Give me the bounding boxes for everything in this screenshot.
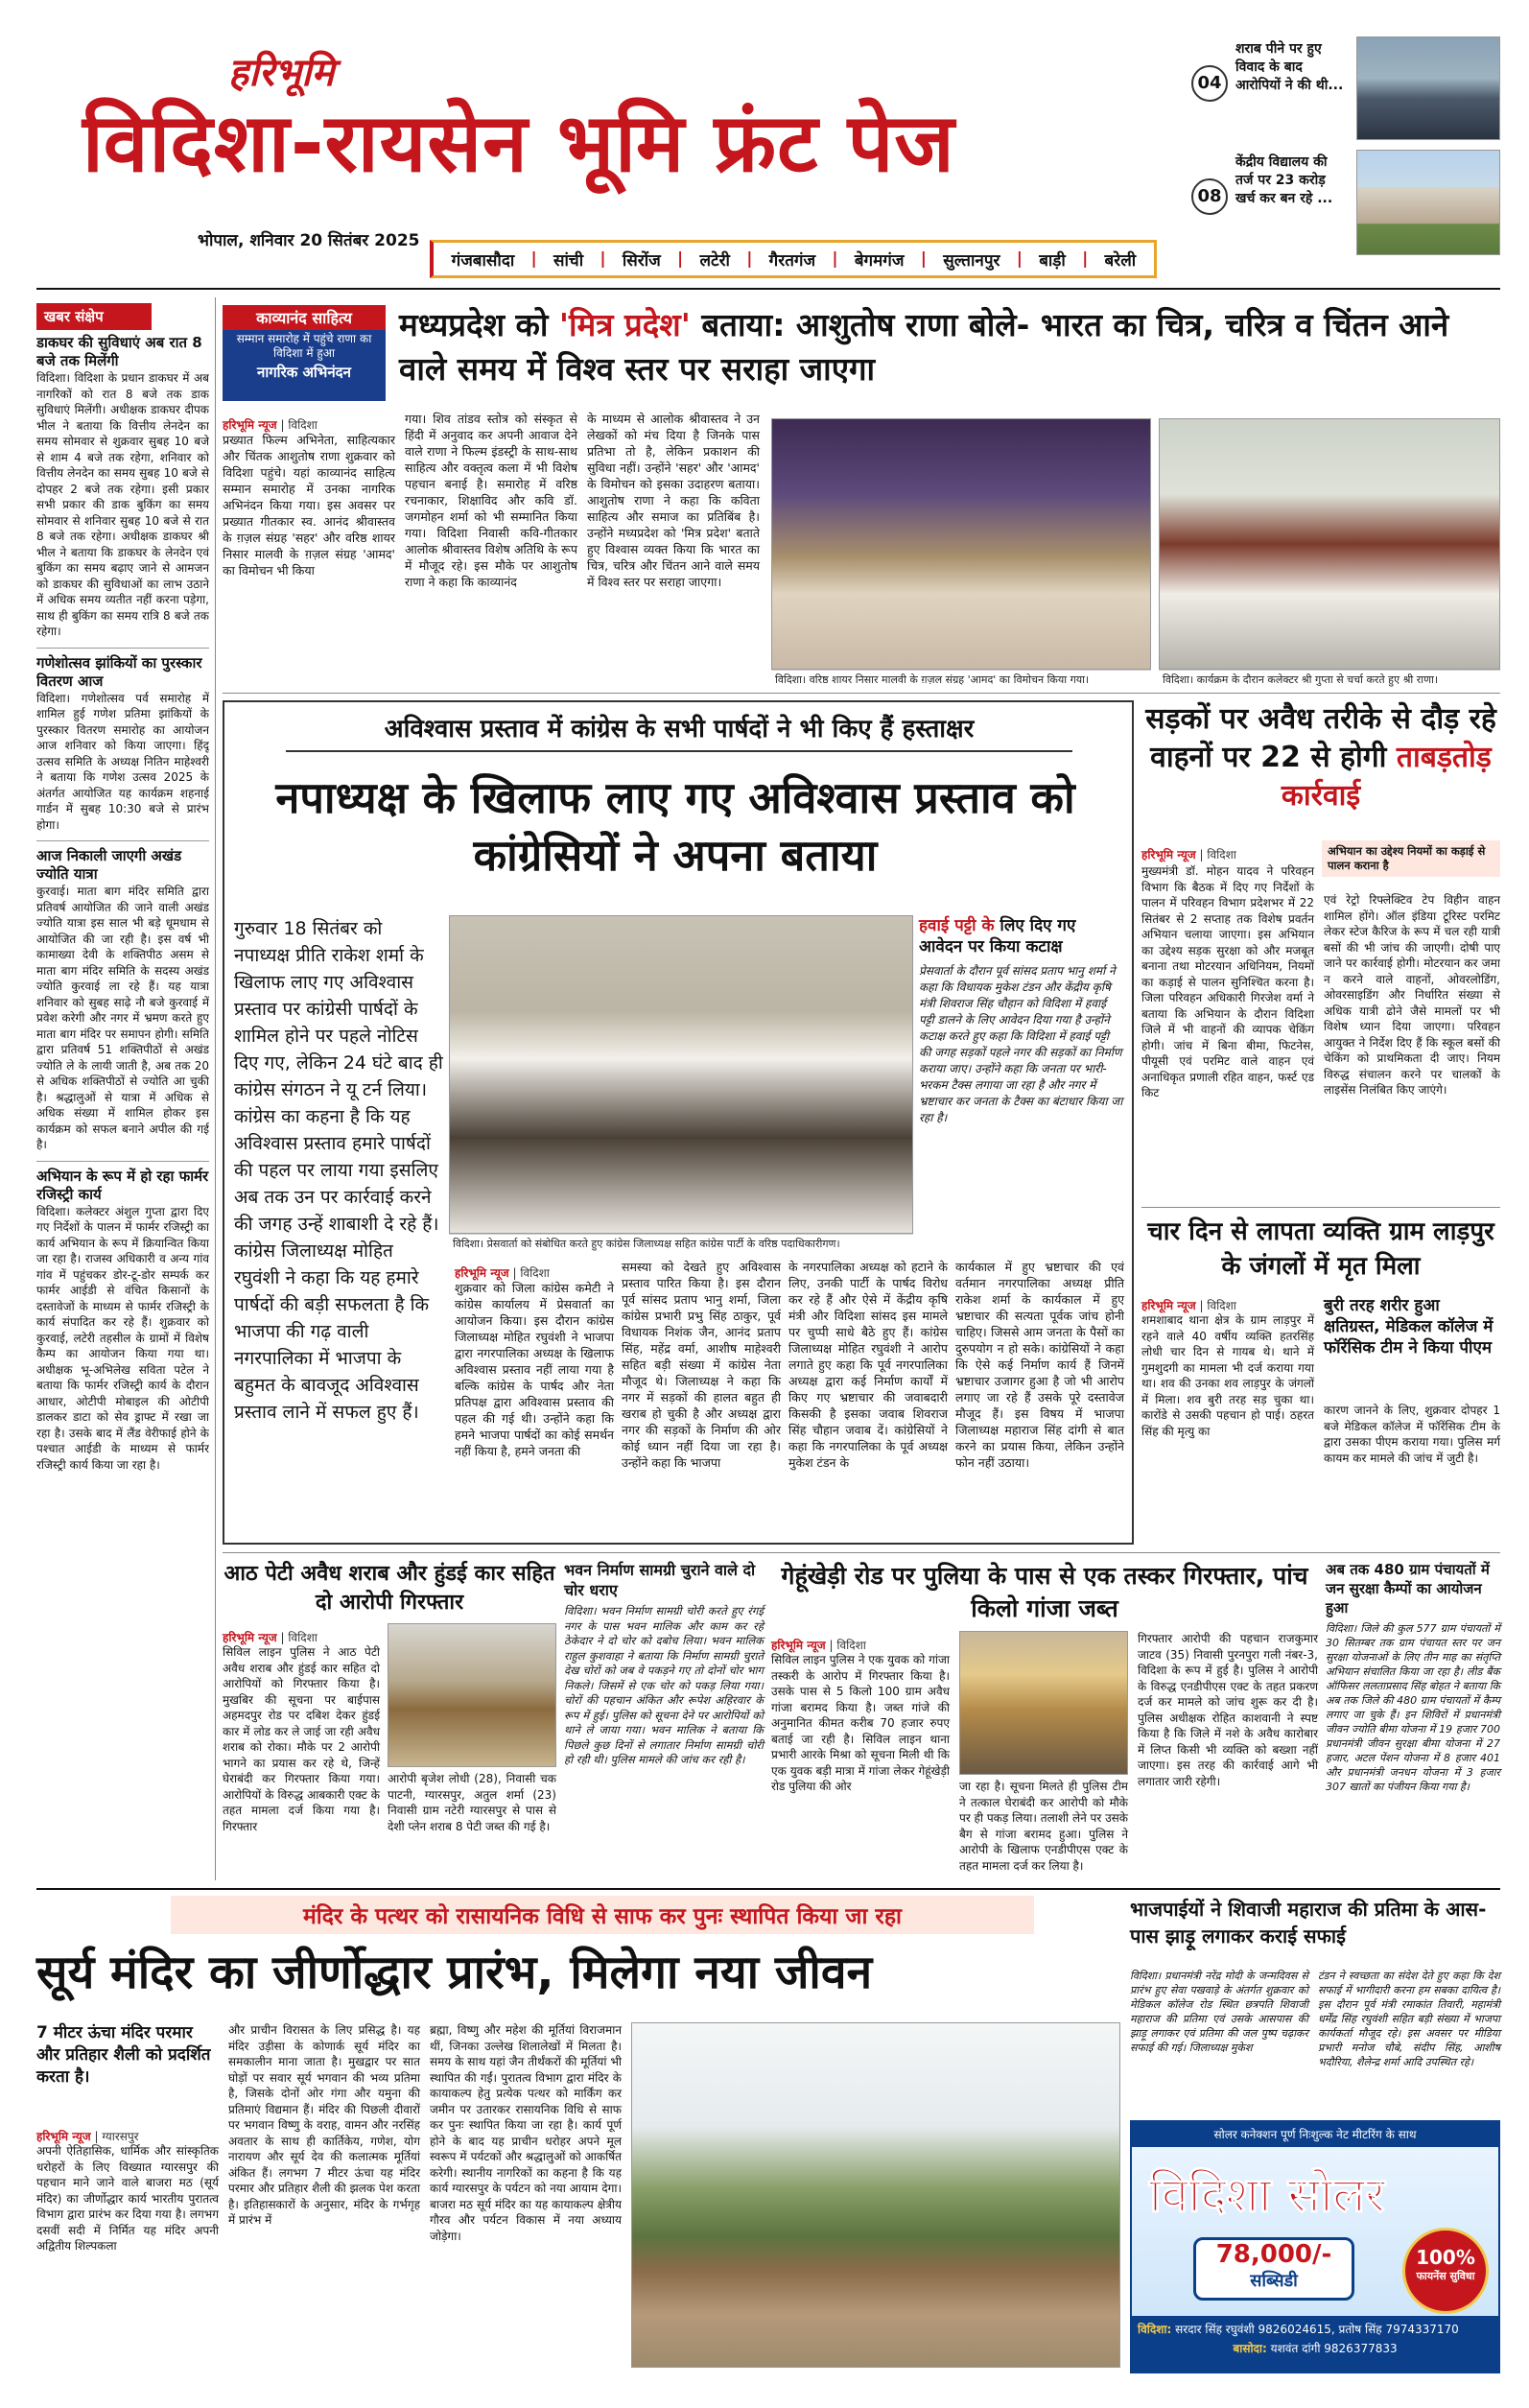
finance-badge	[1402, 2228, 1489, 2314]
teaser-2[interactable]	[1191, 150, 1500, 255]
body-column: शुक्रवार को जिला कांग्रेस कमेटी ने कांग्रेस कार्यालय में प्रेसवार्ता का आयोजन किया। इस दौरान कांग्रेस जिलाध्यक्ष मोहित रघुवंशी ने भाजपा द्वारा नगरपालिका अध्यक्ष के खिलाफ अविश्वास प्रस्ताव नहीं लाया गया है बल्कि कांग्रेस के पार्षद और नेता प्रतिपक्ष द्वारा अविश्वास प्रस्ताव की पहल की गई थी। उन्होंने कहा कि हमने भाजपा पार्षदों का कोई समर्थन नहीं किया है, हमने जनता की	[455, 1281, 614, 1458]
brief-title: अभियान के रूप में हो रहा फार्मर रजिस्ट्री कार्य	[36, 1167, 209, 1203]
badge-line: नागरिक अभिनंदन	[257, 364, 351, 381]
body-column: के माध्यम से आलोक श्रीवास्तव ने उन लेखकों को मंच दिया है जिनके पास प्रतिभा तो है, लेकिन प्रकाशन की सुविधा नहीं। उन्होंने 'सहर' और 'आमद' के विमोचन को इसका उदाहरण बताया। आशुतोष राणा ने कहा कि कविता साहित्य और समाज का प्रतिबिंब है। उन्होंने मध्यप्रदेश को 'मित्र प्रदेश' बताते हुए विश्वास व्यक्त किया कि भारत का चित्र, चरित्र और चिंतन आने वाले समय में विश्व स्तर पर सराहा जाएगा।	[587, 412, 760, 589]
headline: सूर्य मंदिर का जीर्णोद्धार प्रारंभ, मिलेगा नया जीवन	[36, 1946, 873, 1999]
brief-title: गणेशोत्सव झांकियों का पुरस्कार वितरण आज	[36, 653, 202, 690]
side-head: हवाई पट्टी के लिए दिए गए आवेदन पर किया कटाक्ष	[919, 916, 1076, 956]
town-bar: गंजबासौदा | सांची | सिरोंज | लटेरी | गैरतगंज | बेगमगंज | सुल्तानपुर | बाड़ी | बरेली	[430, 240, 1157, 278]
headline: चार दिन से लापता व्यक्ति ग्राम लाड़पुर के जंगलों में मृत मिला	[1147, 1217, 1494, 1281]
story-sun-temple[interactable]	[36, 1896, 1120, 2408]
ad-brand: विदिशा सोलर	[1149, 2167, 1385, 2223]
brief-body: विदिशा। विदिशा के प्रधान डाकघर में अब नागरिकों को रात 8 बजे तक डाक सुविधाएं मिलेंगी। अधीक्षक डाकघर दीपक भील ने बताया कि वित्तीय लेनदेन का समय सोमवार से शुक्रवार सुबह 10 बजे से शाम 4 बजे तक रहेगा, शनिवार को वित्तीय लेनदेन का समय सुबह 10 बजे से दोपहर 2 बजे तक रहेगा। इसी प्रकार सभी प्रकार की डाक बुकिंग का समय सोमवार से शनिवार सुबह 10 बजे से रात 8 बजे तक रहेगा। अधीक्षक डाकघर श्री भील ने बताया कि डाकघर के लेनदेन एवं बुकिंग का समय बढ़ाए जाने से आमजन को डाकघर की सुविधाओं का लाभ उठाने में अधिक समय व्यतीत नहीं करना पड़ेगा, साथ ही बुकिंग का समय रात्रि 8 बजे तक रहेगा।	[36, 371, 209, 638]
contact-line: बासोदा: यशवंत दांगी 9826377833	[1233, 2342, 1398, 2355]
page-title: विदिशा-रायसेन भूमि फ्रंट पेज	[82, 96, 955, 190]
body-column: समस्या को देखते हुए अविश्वास प्रस्ताव पारित किया है। इस दौरान पूर्व सांसद प्रताप भानु शर्मा, जिला कांग्रेस प्रभारी प्रभु सिंह ठाकुर, पूर्व विधायक निशंक जैन, आनंद प्रताप सिंह, महेंद्र वर्मा, आशीष माहेश्वरी सहित बड़ी संख्या में कांग्रेस नेता मौजूद थे। जिलाध्यक्ष ने कहा कि नगर में सड़कों की हालत बहुत ही खराब हो चुकी है और अध्यक्ष द्वारा नगर की सड़कों के निर्माण की ओर कोई ध्यान नहीं दिया जा रहा है। उन्होंने कहा कि भाजपा	[622, 1260, 781, 1470]
body-column: शमशाबाद थाना क्षेत्र के ग्राम लाड़पुर में रहने वाले 40 वर्षीय व्यक्ति हतरसिंह लोधी चार दिन से गायब थे। थाने में गुमशुदगी का मामला भी दर्ज कराया गया था। शव की उनका शव लाड़पुर के जंगलों में मिला। शव बुरी तरह सड़ चुका था। कारोंडे से उसकी पहचान हो पाई। ठहरत सिंह की मृत्यु का	[1141, 1313, 1314, 1438]
story-liquor-seizure[interactable]	[223, 1560, 556, 1880]
divider	[223, 693, 1500, 694]
vidisha-solar-ad[interactable]	[1130, 2120, 1500, 2373]
brand-logo: हरिभूमि	[228, 51, 335, 95]
body-column: सिविल लाइन पुलिस ने एक युवक को गांजा तस्करी के आरोप में गिरफ्तार किया है। उसके पास से 5 किलो 100 ग्राम अवैध गांजा बरामद किया है। जब्त गांजे की अनुमानित कीमत करीब 70 हजार रुपए बताई जा रही है। सिविल लाइन थाना प्रभारी आरके मिश्रा को सूचना मिली थी कि एक युवक बड़ी मात्रा में गांजा लेकर गेहूंखेड़ी रोड पुलिया की ओर	[771, 1653, 950, 1793]
body-column: गया। शिव तांडव स्तोत्र को संस्कृत से हिंदी में अनुवाद कर अपनी आवाज देने वाले राणा ने फिल्म इंडस्ट्री के साथ-साथ साहित्य और वक्तृत्व कला में भी विशेष पहचान बनाई है। समारोह में वरिष्ठ रचनाकार, शिक्षाविद और कवि डॉ. जगमोहन शर्मा को भी सम्मानित किया गया। विदिशा निवासी कवि-गीतकार आलोक श्रीवास्तव विशेष अतिथि के रूप में मौजूद रहे। इस मौके पर आशुतोष राणा ने कहा कि काव्यानंद	[405, 412, 577, 589]
book-launch-photo	[771, 418, 1151, 670]
body-column: जा रहा है। सूचना मिलते ही पुलिस टीम ने तत्काल घेराबंदी कर आरोपी को मौके पर ही पकड़ लिया। तलाशी लेने पर उसके बैग से गांजा बरामद हुआ। पुलिस ने आरोपी के खिलाफ एनडीपीएस एक्ट के तहत मामला दर्ज कर लिया है।	[959, 1780, 1128, 1873]
photo-caption: विदिशा। वरिष्ठ शायर निसार मालवी के ग़ज़ल संग्रह 'आमद' का विमोचन किया गया।	[771, 670, 1151, 689]
brief-body: विदिशा। कलेक्टर अंशुल गुप्ता द्वारा दिए गए निर्देशों के पालन में फार्मर रजिस्ट्री का कार्य अभियान के रूप में क्रियान्वित किया जा रहा है। राजस्व अधिकारी व अन्य गांव गांव में पहुंचकर डोर-टू-डोर सम्पर्क कर फार्मर आईडी से वंचित किसानों के दस्तावेजों के माध्यम से फार्मर रजिस्ट्री के कार्य संपादित कर रहे हैं। शुक्रवार को कुरवाई, लटेरी तहसील के ग्रामों में विशेष कैम्प का आयोजन किया गया था। अधीक्षक भू-अभिलेख सविता पटेल ने बताया कि फार्मर रजिस्ट्री कार्य के दौरान आधार, ओटीपी मोबाइल की ओटीपी डालकर डाटा को सेव ड्राफ्ट में रखा जा रहा है। उसके बाद में लैंड वेरीफाई होने के पश्चात आईडी के माध्यम से फार्मर रजिस्ट्री कार्य किया जा रहा है।	[36, 1204, 209, 1472]
ad-contact	[1132, 2320, 1498, 2358]
headline: भाजपाईयों ने शिवाजी महाराज की प्रतिमा के आस-पास झाड़ू लगाकर कराई सफाई	[1130, 1898, 1487, 1948]
brief-body: कुरवाई। माता बाग मंदिर समिति द्वारा प्रतिवर्ष आयोजित की जाने वाली अखंड ज्योति यात्रा इस साल भी बड़े धूमधाम से आयोजित की जा रही है। इस वर्ष भी कामाख्या देवी के शक्तिपीठ असम से माता बाग मंदिर समिति के सदस्य अखंड ज्योति कुरवाई ला रहे हैं। यह यात्रा शनिवार को सुबह साढ़े नौ बजे कुरवाई में प्रवेश करेगी और नगर में भ्रमण करते हुए माता बाग मंदिर पर समापन होगी। समिति द्वारा प्रतिवर्ष 51 शक्तिपीठों से अखंड ज्योति ले के लायी जाती है, अब तक 20 से अधिक शक्तिपीठों से ज्योति आ चुकी है। श्रद्धालुओं से यात्रा में अधिक से अधिक संख्या में शामिल होकर इस कार्यक्रम को सफल बनाने अपील की गई है।	[36, 885, 209, 1151]
headline: आठ पेटी अवैध शराब और हुंडई कार सहित दो आरोपी गिरफ्तार	[223, 1562, 555, 1615]
headline: भवन निर्माण सामग्री चुराने वाले दो चोर धराए	[564, 1561, 756, 1599]
story-thieves[interactable]	[564, 1560, 764, 1880]
byline: हरिभूमि न्यूज | विदिशा	[771, 1639, 866, 1652]
teaser-text: शराब पीने पर हुए विवाद के बाद आरोपियों ने की थी...	[1235, 41, 1344, 93]
seizure-photo	[388, 1623, 556, 1767]
headline: गेहूंखेड़ी रोड पर पुलिया के पास से एक तस्कर गिरफ्तार, पांच किलो गांजा जब्त	[781, 1562, 1308, 1622]
town-item[interactable]: बाड़ी	[1039, 250, 1066, 271]
divider	[215, 297, 216, 1880]
body-column: विदिशा। भवन निर्माण सामग्री चोरी करते हुए रंगई नगर के पास भवन मालिक और काम कर रहे ठेकेदार ने दो चोर को दबोच लिया। भवन मालिक राहुल कुशवाहा ने बताया कि निर्माण सामग्री चुराते देख चोरों को जब वे पकड़ने गए तो दोनों चोर भाग निकले। जिसमें से एक चोर को पकड़ लिया गया। चोरों की पहचान अंकित और रूपेश अहिरवार के रूप में हुई। पुलिस को सूचना देने पर आरोपियों को थाने ले जाया गया। भवन मालिक ने बताया कि पिछले कुछ दिनों से लगातार निर्माण सामग्री चोरी हो रही थी। पुलिस मामले की जांच कर रही है।	[564, 1604, 764, 1766]
town-item[interactable]: गैरतगंज	[768, 250, 816, 271]
brief-body: विदिशा। गणेशोत्सव पर्व समारोह में शामिल हुई गणेश प्रतिमा झांकियों के पुरस्कार वितरण समारोह का आयोजन आज शनिवार को किया जाएगा। हिंदू उत्सव समिति के अध्यक्ष नितिन माहेश्वरी ने बताया कि गणेश उत्सव 2025 के अंतर्गत आयोजित यह कार्यक्रम शहनाई गार्डन में सुबह 10:30 बजे से प्रारंभ होगा।	[36, 691, 209, 832]
byline: हरिभूमि न्यूज | विदिशा	[1141, 1299, 1236, 1312]
ad-topline: सोलर कनेक्शन पूर्ण निःशुल्क नेट मीटरिंग के साथ	[1213, 2128, 1417, 2141]
byline: हरिभूमि न्यूज | विदिशा	[455, 1266, 550, 1280]
brief-title: डाकघर की सुविधाएं अब रात 8 बजे तक मिलेंगी	[36, 334, 202, 369]
town-item[interactable]: गंजबासौदा	[451, 250, 515, 271]
story-rana[interactable]	[223, 303, 1500, 687]
divider	[1141, 1207, 1500, 1208]
headline: सड़कों पर अवैध तरीके से दौड़ रहे वाहनों पर 22 से होगी ताबड़तोड़ कार्रवाई	[1145, 702, 1496, 813]
photo-caption: विदिशा। कार्यक्रम के दौरान कलेक्टर श्री गुप्ता से चर्चा करते हुए श्री राणा।	[1159, 670, 1500, 689]
headline-part: बताया: आशुतोष राणा बोले- भारत का चित्र, चरित्र व चिंतन आने वाले समय में विश्व स्तर पर सराहा जाएगा	[399, 306, 1449, 388]
story-missing-man[interactable]	[1141, 1215, 1500, 1560]
story-shivaji-cleanup[interactable]	[1130, 1896, 1500, 2116]
badge-line: काव्यानंद साहित्य	[223, 305, 386, 330]
divider	[223, 1552, 1500, 1553]
accused-photo	[959, 1631, 1128, 1775]
teaser-text: केंद्रीय विद्यालय की तर्ज पर 23 करोड़ खर्च कर बन रहे ...	[1235, 154, 1333, 206]
masthead	[0, 0, 1529, 288]
sidebar-header: खबर संक्षेप	[36, 303, 152, 330]
town-item[interactable]: सुल्तानपुर	[943, 250, 1000, 271]
subsidy-box	[1193, 2237, 1354, 2301]
photo-caption: विदिशा। प्रेसवार्ता को संबोधित करते हुए कांग्रेस जिलाध्यक्ष सहित कांग्रेस पार्टी के वरिष्ठ पदाधिकारीगण।	[449, 1234, 913, 1253]
brief-item	[36, 1161, 209, 1474]
lead-text: गुरुवार 18 सितंबर को नपाध्यक्ष प्रीति राकेश शर्मा के खिलाफ लाए गए अविश्वास प्रस्ताव पर कांग्रेसी पार्षदों के शामिल होने पर पहले नोटिस दिए गए, लेकिन 24 घंटे बाद ही कांग्रेस संगठन ने यू टर्न लिया। कांग्रेस का कहना है कि यह अविश्वास प्रस्ताव हमारे पार्षदों की पहल पर लाया गया इसलिए अब तक उन पर कार्रवाई करने की जगह उन्हें शाबाशी दे रहे हैं। कांग्रेस जिलाध्यक्ष मोहित रघुवंशी ने कहा कि यह हमारे पार्षदों की बड़ी सफलता है कि भाजपा की गढ़ वाली नगरपालिका में भाजपा के बहुमत के बावजूद अविश्वास प्रस्ताव लाने में सफल हुए हैं।	[234, 918, 443, 1423]
story-ganja-seizure[interactable]	[771, 1560, 1318, 1880]
town-item[interactable]: बरेली	[1104, 250, 1137, 271]
town-item[interactable]: सिरोंज	[622, 250, 661, 271]
story-vehicle-drive[interactable]	[1141, 700, 1500, 1199]
town-item[interactable]: लटेरी	[699, 250, 730, 271]
town-item[interactable]: बेगमगंज	[854, 250, 905, 271]
badge-top: 100%	[1416, 2246, 1475, 2269]
deck: 7 मीटर ऊंचा मंदिर परमार और प्रतिहार शैली को प्रदर्शित करता है।	[36, 2023, 211, 2087]
brief-item	[36, 840, 209, 1153]
byline: हरिभूमि न्यूज | विदिशा	[1141, 848, 1236, 862]
body-column: विदिशा। जिले की कुल 577 ग्राम पंचायतों में 30 सितम्बर तक ग्राम पंचायत स्तर पर जन सुरक्षा योजनाओं के लिए तीन माह का संतृप्ति अभियान संचालित किया जा रहा है। लीड बैंक ऑफिसर ललताप्रसाद सिंह बोहत ने बताया कि अब तक जिले की 480 ग्राम पंचायतों में कैम्प लगाए जा चुके हैं। इन शिविरों में प्रधानमंत्री जीवन ज्योति बीमा योजना में 19 हजार 700 प्रधानमंत्री जीवन सुरक्षा बीमा योजना में 27 हजार, अटल पेंशन योजना में 8 हजार 401 और प्रधानमंत्री जनधन योजना में 3 हजार 307 खातों का पंजीयन किया गया है।	[1326, 1622, 1500, 1793]
body-column: विदिशा। प्रधानमंत्री नरेंद्र मोदी के जन्मदिवस से प्रारंभ हुए सेवा पखवाड़े के अंतर्गत शुक्रवार को मेडिकल कॉलेज रोड स्थित छत्रपति शिवाजी महाराज की प्रतिमा एवं उसके आसपास की झाड़ू लगाकर एवं प्रतिमा की जल पुष्प चढ़ाकर सफाई की गई। जिलाध्यक्ष मुकेश	[1130, 1970, 1308, 2054]
press-conference-photo	[449, 915, 913, 1234]
brief-title: आज निकाली जाएगी अखंड ज्योति यात्रा	[36, 847, 182, 883]
temple-photo	[631, 2022, 1120, 2368]
sub-headline: बुरी तरह शरीर हुआ क्षतिग्रस्त, मेडिकल कॉलेज में फॉरेंसिक टीम ने किया पीएम	[1324, 1296, 1494, 1357]
body-column: एवं रेट्रो रिफ्लेक्टिव टेप विहीन वाहन शामिल होंगे। ऑल इंडिया टूरिस्ट परमिट लेकर स्टेज कैरिज के रूप में चल रही यात्री बसों की भी जांच की जाएगी। दोषी पाए जाने पर कार्रवाई होगी। मोटरयान कर जमा न करने वाले वाहनों, ओवरलोडिंग, ओवरसाइडिंग और निर्धारित संख्या से अधिक यात्री ढोने जैसे मामलों पर भी विशेष ध्यान दिया जाएगा। परिवहन आयुक्त ने निर्देश दिए हैं कि स्कूल बसों की चेकिंग को प्राथमिकता दी जाए। नियम विरुद्ध संचालन करने पर चालकों के लाइसेंस निलंबित किए जाएंगे।	[1324, 893, 1500, 1097]
body-column: ब्रह्मा, विष्णु और महेश की मूर्तियां विराजमान थीं, जिनका उल्लेख शिलालेखों में मिलता है। समय के साथ यहां जैन तीर्थंकरों की मूर्तियां भी स्थापित की गईं। पुरातत्व विभाग द्वारा मंदिर के कायाकल्प हेतु प्रत्येक पत्थर को मार्किंग कर जमीन पर उतारकर रासायनिक विधि से साफ कर पुनः स्थापित किया जा रहा है। कार्य पूर्ण होने के बाद यह प्राचीन धरोहर अपने मूल स्वरूप में पर्यटकों और श्रद्धालुओं को आकर्षित करेगी। स्थानीय नागरिकों का कहना है कि यह कार्य ग्यारसपुर के पर्यटन को नया आयाम देगा। बाजरा मठ सूर्य मंदिर का यह कायाकल्प क्षेत्रीय गौरव और पर्यटन विकास में नया अध्याय जोड़ेगा।	[430, 2023, 622, 2243]
body-column: कार्यकाल में हुए भ्रष्टाचार की एवं वर्तमान नगरपालिका अध्यक्ष प्रीति राकेश शर्मा के कार्यकाल में हुए भ्रष्टाचार की सत्यता पूर्वक जांच होनी चाहिए। जिससे आम जनता के पैसों का दुरुपयोग न हो सके। कांग्रेसियों ने कहा कि ऐसे कई निर्माण कार्य हैं जिनमें भ्रष्टाचार उजागर हुआ है जो भी आरोप लगाए जा रहे हैं उसके पूरे दस्तावेज मौजूद हैं। इस विषय में भाजपा जिलाध्यक्ष महाराज सिंह दांगी से बात करने का प्रयास किया, लेकिन उन्होंने फोन नहीं उठाया।	[955, 1260, 1124, 1470]
story-no-confidence[interactable]	[223, 700, 1134, 1545]
badge-line: सम्मान समारोह में पहुंचे राणा का विदिशा में हुआ	[236, 332, 372, 360]
body-column: और प्राचीन विरासत के लिए प्रसिद्ध है। यह मंदिर उड़ीसा के कोणार्क सूर्य मंदिर का समकालीन माना जाता है। मुखद्वार पर सात घोड़ों पर सवार सूर्य भगवान की भव्य प्रतिमा है, जिसके दोनों ओर गंगा और यमुना की प्रतिमाएं विद्यमान हैं। मंदिर की पिछली दीवारों पर भगवान विष्णु के वराह, वामन और नरसिंह अवतार के साथ ही कार्तिकेय, गणेश, योग नारायण और सूर्य देव की कलात्मक मूर्तियां अंकित हैं। लगभग 7 मीटर ऊंचा यह मंदिर परमार और प्रतिहार शैली की झलक पेश करता है। इतिहासकारों के अनुसार, मंदिर के गर्भगृह में प्रारंभ में	[228, 2023, 420, 2227]
kicker: अविश्वास प्रस्ताव में कांग्रेस के सभी पार्षदों ने भी किए हैं हस्ताक्षर	[286, 710, 1072, 752]
body-column: प्रख्यात फिल्म अभिनेता, साहित्यकार और चिंतक आशुतोष राणा शुक्रवार को विदिशा पहुंचे। यहां काव्यानंद साहित्य सम्मान समारोह में उनका नागरिक अभिनंदन किया गया। इस अवसर पर प्रख्यात गीतकार स्व. आनंद श्रीवास्तव के ग़ज़ल संग्रह 'सहर' और वरिष्ठ शायर निसार मालवी के ग़ज़ल संग्रह 'आमद' का विमोचन भी किया	[223, 433, 395, 578]
teaser-page-number: 04	[1191, 65, 1228, 102]
headline	[399, 303, 1500, 391]
teaser-1[interactable]	[1191, 36, 1500, 140]
body-column: गिरफ्तार आरोपी की पहचान राजकुमार जाटव (35) निवासी पुरनपुरा गली नंबर-3, विदिशा के रूप में हुई है। पुलिस ने आरोपी के विरुद्ध एनडीपीएस एक्ट के तहत प्रकरण दर्ज कर मामले को जांच शुरू कर दी है। पुलिस अधीक्षक रोहित काशवानी ने स्पष्ट किया है कि जिले में नशे के अवैध कारोबार में लिप्त किसी भी व्यक्ति को बख्शा नहीं जाएगा। इस तरह की कार्रवाई आगे भी लगातार जारी रहेगी।	[1138, 1632, 1318, 1788]
byline: हरिभूमि न्यूज | विदिशा	[223, 418, 318, 432]
body-column: अपनी ऐतिहासिक, धार्मिक और सांस्कृतिक धरोहरों के लिए विख्यात ग्यारसपुर की पहचान माने जाने वाले बाजरा मठ (सूर्य मंदिर) का जीर्णोद्धार कार्य भारतीय पुरातत्व विभाग द्वारा प्रारंभ कर दिया गया है। लगभग दसवीं सदी में निर्मित यह मंदिर अपनी अद्वितीय शिल्पकला	[36, 2144, 219, 2253]
side-box	[919, 915, 1124, 1234]
event-badge	[223, 305, 386, 401]
divider	[36, 1888, 1500, 1890]
badge-bottom: फायनेंस सुविधा	[1416, 2270, 1475, 2282]
headline: नपाध्यक्ष के खिलाफ लाए गए अविश्वास प्रस्ताव को कांग्रेसियों ने अपना बताया	[275, 772, 1075, 881]
contact-line: विदिशा: सरदार सिंह रघुवंशी 9826024615, प्रतोष सिंह 7974337170	[1138, 2323, 1459, 2336]
divider	[36, 288, 1500, 290]
body-column: कारण जानने के लिए, शुक्रवार दोपहर 1 बजे मेडिकल कॉलेज में फॉरेंसिक टीम के द्वारा उसका पीएम कराया गया। पुलिस मर्ग कायम कर मामले की जांच में जुटी है।	[1324, 1404, 1500, 1465]
teaser-photo	[1356, 150, 1500, 255]
story-camps[interactable]	[1326, 1560, 1500, 1880]
kicker: मंदिर के पत्थर को रासायनिक विधि से साफ कर पुनः स्थापित किया जा रहा	[171, 1896, 1034, 1934]
body-column: सिविल लाइन पुलिस ने आठ पेटी अवैध शराब और हुंडई कार सहित दो आरोपियों को गिरफ्तार किया है। मुखबिर की सूचना पर बाईपास अहमदपुर रोड पर दबिश देकर हुंडई कार में लोड कर ले जाई जा रही अवैध शराब को रोका। मौके पर 2 आरोपी भागने का प्रयास कर रहे थे, जिन्हें घेराबंदी कर गिरफ्तार किया गया। आरोपियों के विरुद्ध आबकारी एक्ट के तहत मामला दर्ज किया गया है। गिरफ्तार	[223, 1645, 380, 1833]
body-column: आरोपी बृजेश लोधी (28), निवासी चक पाटनी, ग्यारसपुर, अतुल शर्मा (23) निवासी ग्राम नटेरी ग्यारसपुर से पास से देशी प्लेन शराब 8 पेटी जब्त की गई है।	[388, 1772, 556, 1833]
highlight-note: अभियान का उद्देश्य नियमों का कड़ाई से पालन कराना है	[1322, 840, 1500, 877]
teaser-page-number: 08	[1191, 178, 1228, 215]
byline: हरिभूमि न्यूज | ग्यारसपुर	[36, 2130, 139, 2143]
headline-part: मध्यप्रदेश को	[399, 306, 559, 343]
rana-collector-photo	[1159, 418, 1500, 670]
town-item[interactable]: सांची	[553, 250, 584, 271]
subsidy-amount: 78,000/-	[1215, 2240, 1332, 2269]
brief-item	[36, 334, 209, 640]
headline: अब तक 480 ग्राम पंचायतों में जन सुरक्षा कैम्पों का आयोजन हुआ	[1326, 1561, 1490, 1617]
side-body: प्रेसवार्ता के दौरान पूर्व सांसद प्रताप भानु शर्मा ने कहा कि विधायक मुकेश टंडन और केंद्रीय कृषि मंत्री शिवराज सिंह चौहान को विदिशा में हवाई पट्टी डालने के लिए आवेदन दिया गया है उन्होंने कटाक्ष करते हुए कहा कि विदिशा में हवाई पट्टी की जगह सड़कों पहले नगर की सड़कों का निर्माण कराया जाए। उन्होंने कहा कि जनता पर भारी-भरकम टैक्स लगाया जा रहा है और नगर में भ्रष्टाचार कर जनता के टैक्स का बंटाधार किया जा रहा है।	[919, 964, 1123, 1124]
body-column: मुख्यमंत्री डॉ. मोहन यादव ने परिवहन विभाग कि बैठक में दिए गए निर्देशों के पालन में परिवहन विभाग प्रदेशभर में 22 सितंबर से 2 सप्ताह तक विशेष प्रवर्तन अभियान चलाया जाएगा। इस अभियान का उद्देश्य सड़क सुरक्षा को और मजबूत बनाना तथा मोटरयान अधिनियम, नियमों का कड़ाई से पालन सुनिश्चित करना है। जिला परिवहन अधिकारी गिरजेश वर्मा ने बताया कि अभियान के दौरान विदिशा जिले में भी वाहनों की व्यापक चेकिंग होगी। जांच में बिना बीमा, फिटनेस, पीयूसी एवं परमिट वाले वाहन एवं अनाधिकृत प्रणाली रहित वाहन, फर्स्ट एड किट	[1141, 864, 1314, 1099]
body-column: के नगरपालिका अध्यक्ष को हटाने के लिए, उनकी पार्टी के पार्षद विरोध कर रहे हैं और ऐसे में केंद्रीय कृषि मंत्री और विदिशा सांसद इस मामले पर चुप्पी साधे बैठे हुए हैं। कांग्रेस जिलाध्यक्ष मोहित रघुवंशी ने आरोप लगाते हुए कहा कि पूर्व नगरपालिका अध्यक्ष द्वारा कई निर्माण कार्यों में किए गए भ्रष्टाचार की जवाबदारी किसकी है इसका जवाब शिवराज सिंह चौहान जवाब दें। कांग्रेसियों ने कहा कि नगरपालिका के पूर्व अध्यक्ष मुकेश टंडन के	[788, 1260, 948, 1470]
dateline: भोपाल, शनिवार 20 सितंबर 2025	[198, 231, 420, 250]
body-column: टंडन ने स्वच्छता का संदेश देते हुए कहा कि देश सफाई में भागीदारी करना हम सबका दायित्व है। इस दौरान पूर्व मंत्री रमाकांत तिवारी, महामंत्री धर्मेंद्र सिंह रघुवंशी सहित बड़ी संख्या में भाजपा कार्यकर्ता मौजूद रहे। इस अवसर पर मीडिया प्रभारी मनोज चौबे, संदीप सिंह, आशीष भदौरिया, शैलेन्द्र शर्मा आदि उपस्थित रहे।	[1318, 1970, 1500, 2068]
brief-item	[36, 648, 209, 834]
byline: हरिभूमि न्यूज | विदिशा	[223, 1631, 318, 1644]
teaser-photo	[1356, 36, 1500, 140]
headline-quote: 'मित्र प्रदेश'	[558, 306, 691, 343]
news-brief-sidebar	[36, 303, 209, 1877]
subsidy-label: सब्सिडी	[1250, 2271, 1298, 2291]
